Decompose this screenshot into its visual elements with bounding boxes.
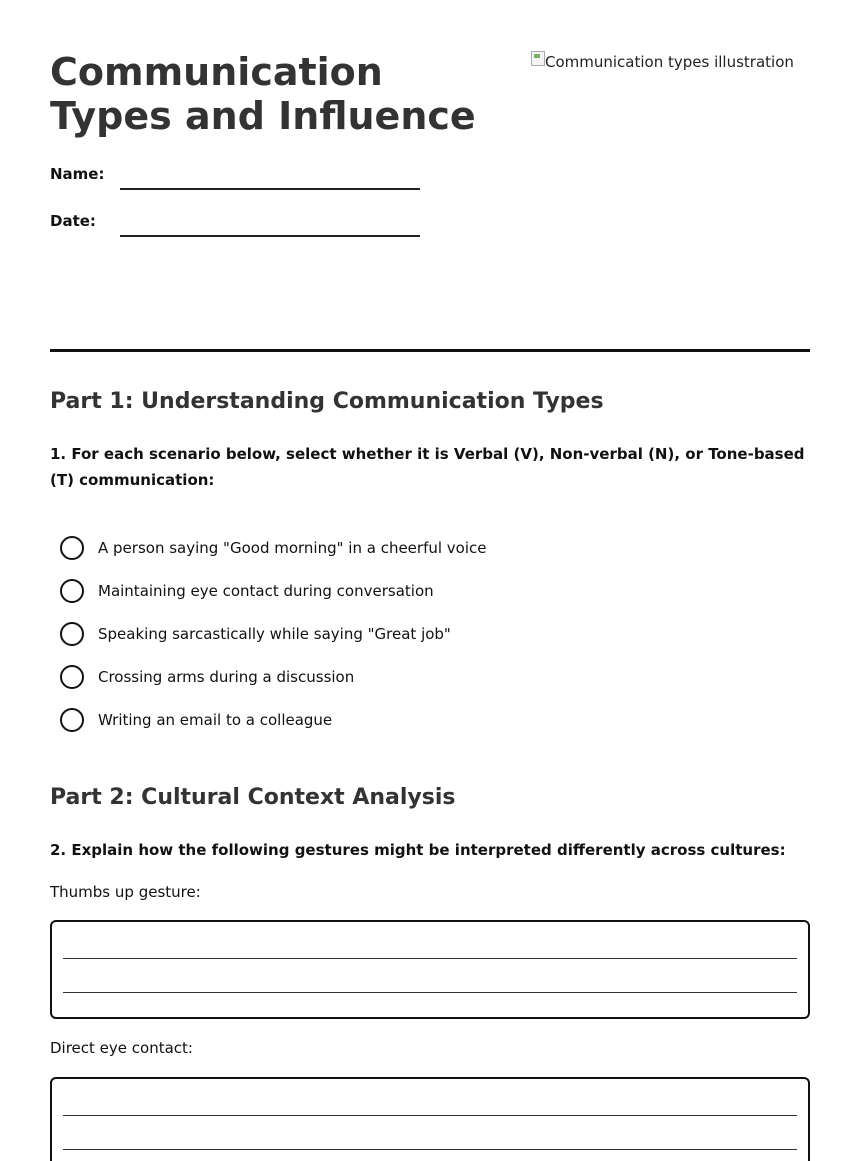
answer-line [63,992,797,993]
date-field[interactable] [120,221,420,237]
answer-line [63,1149,797,1150]
thumbs-up-answer-box[interactable] [50,920,810,1019]
image-alt-text: Communication types illustration [545,53,794,71]
question-2: 2. Explain how the following gestures might be interpreted differently across cultures: [50,841,786,859]
option-label: Writing an email to a colleague [98,711,333,729]
part1-heading: Part 1: Understanding Communication Types [50,389,604,414]
option-label: Maintaining eye contact during conversation [98,582,434,600]
name-field[interactable] [120,174,420,190]
radio-circle[interactable] [60,579,84,603]
illustration-image [530,50,810,71]
radio-circle[interactable] [60,665,84,689]
worksheet-title: Communication Types and Influence [50,50,476,138]
eye-contact-label: Direct eye contact: [50,1039,193,1057]
option-3[interactable] [60,621,451,647]
option-label: Crossing arms during a discussion [98,668,355,686]
thumbs-up-label: Thumbs up gesture: [50,883,201,901]
option-4[interactable] [60,664,354,690]
question-1: 1. For each scenario below, select whether it is Verbal (V), Non-verbal (N), or Tone-based (T) communication: [50,445,805,489]
date-label: Date: [50,212,96,230]
section-divider [50,349,810,352]
eye-contact-answer-box[interactable] [50,1077,810,1161]
radio-circle[interactable] [60,536,84,560]
name-label: Name: [50,165,105,183]
option-2[interactable] [60,578,434,604]
option-label: Speaking sarcastically while saying "Great job" [98,625,451,643]
answer-line [63,958,797,959]
radio-circle[interactable] [60,622,84,646]
radio-circle[interactable] [60,708,84,732]
answer-line [63,1115,797,1116]
broken-image-icon [530,50,546,66]
part2-heading: Part 2: Cultural Context Analysis [50,785,456,810]
option-5[interactable] [60,707,332,733]
option-1[interactable] [60,535,487,561]
option-label: A person saying "Good morning" in a cheerful voice [98,539,487,557]
